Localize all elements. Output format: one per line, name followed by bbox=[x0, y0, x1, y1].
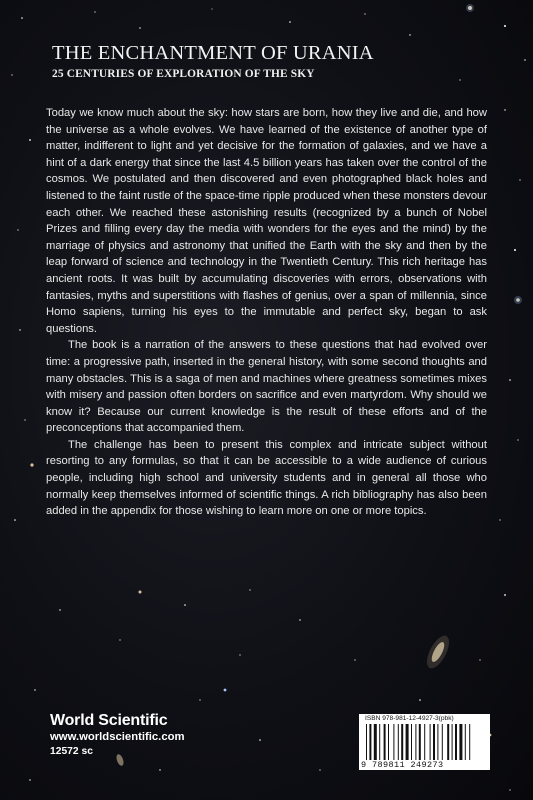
blurb-paragraph-3: The challenge has been to present this complex and intricate subject without resorting to any formulas, so that it can be accessible to a wide audience of curious people, including high school and university students and in general all those who normally keep themselves informed of scientific things. A rich bibliography has also been added in the appendix for those wishing to learn more on one or more topics. bbox=[46, 438, 487, 518]
isbn-label: ISBN 978-981-12-4927-3(pbk) bbox=[365, 715, 454, 722]
barcode-number: 9 789811 249273 bbox=[361, 760, 444, 770]
publisher-code: 12572 sc bbox=[50, 746, 93, 757]
publisher-block bbox=[50, 712, 185, 759]
book-title: THE ENCHANTMENT OF URANIA bbox=[52, 42, 374, 64]
publisher-url: www.worldscientific.com bbox=[50, 731, 185, 743]
blurb-paragraph-1: Today we know much about the sky: how stars are born, how they live and die, and how the universe as a whole evolves. We have learned of the existence of another type of matter, indifferent to light and yet decisive for the formation of galaxies, and we have a hint of a dark energy that since the last 4.5 billion years has taken over the control of the cosmos. We postulated and then discovered and even photographed black holes and listened to the faint rustle of the space-time ripple produced when these monsters devour each other. We reached these astonishing results (recognized by a bunch of Nobel Prizes and filling every day the media with wonders for the eyes and the mind) by the marriage of physics and astronomy that unified the Earth with the sky and then by the leap forward of science and technology in the Twentieth Century. This rich heritage has ancient roots. It was built by accumulating discoveries with errors, observations with fantasies, myths and superstitions with flashes of genius, over a span of millennia, since Homo sapiens, turning his eyes to the immutable and perfect sky, began to ask questions. bbox=[46, 107, 487, 335]
publisher-name: World Scientific bbox=[50, 712, 168, 729]
back-cover-blurb bbox=[46, 105, 487, 520]
book-subtitle: 25 CENTURIES OF EXPLORATION OF THE SKY bbox=[52, 68, 315, 80]
barcode-bars bbox=[364, 724, 485, 760]
blurb-paragraph-2: The book is a narration of the answers to these questions that had evolved over time: a progressive path, inserted in the general history, with some second thoughts and many obstacles. This is a saga of men and machines where greatness sometimes mixes with misery and passion often borders on sacrifice and even martyrdom. Why should we know it? Because our current knowledge is the result of these efforts and of the preconceptions that accompanied them. bbox=[46, 339, 487, 435]
isbn-barcode bbox=[359, 714, 490, 770]
